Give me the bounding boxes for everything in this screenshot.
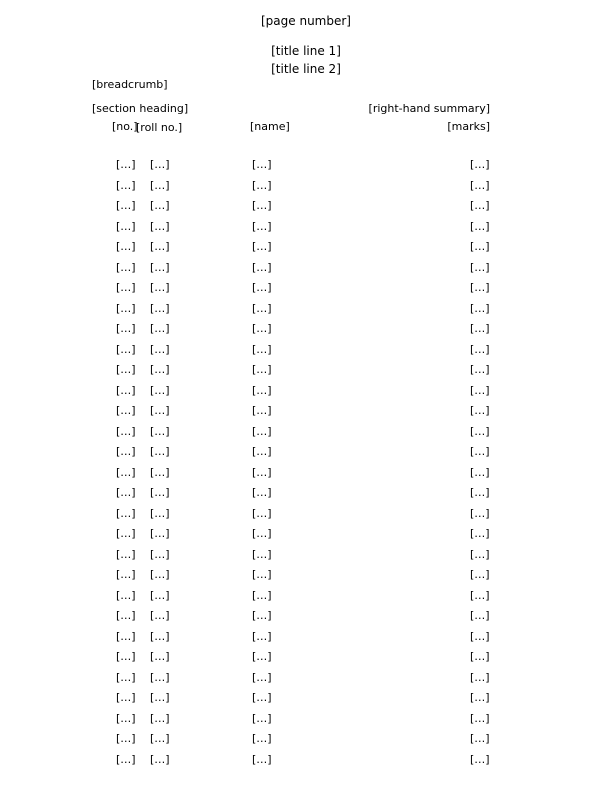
roll-number: […] — [150, 506, 170, 520]
roll-number: […] — [150, 670, 170, 684]
row-number: […] — [116, 506, 136, 520]
column-header-marks: [marks] — [447, 120, 490, 133]
marks-value: […] — [470, 404, 490, 417]
marks-value: […] — [470, 322, 490, 335]
marks-value: […] — [470, 486, 490, 499]
marks-value: […] — [470, 609, 490, 622]
candidate-name: […] — [252, 691, 272, 704]
row-number: […] — [116, 383, 136, 397]
column-header-number: [no.] — [112, 120, 138, 133]
document-subtitle: [title line 2] — [271, 62, 341, 76]
candidate-name: […] — [252, 219, 272, 233]
marks-value: […] — [470, 629, 490, 643]
marks-value: […] — [470, 240, 490, 253]
table-row — [0, 527, 612, 548]
marks-value: […] — [470, 691, 490, 704]
table-row — [0, 609, 612, 630]
row-number: […] — [116, 732, 136, 745]
candidate-name: […] — [252, 732, 272, 745]
row-number: […] — [116, 199, 136, 212]
marks-value: […] — [470, 732, 490, 745]
row-number: […] — [116, 281, 136, 294]
candidate-name: […] — [252, 752, 272, 766]
roll-number: […] — [150, 691, 170, 704]
table-row — [0, 261, 612, 282]
table-row — [0, 445, 612, 466]
table-row — [0, 650, 612, 671]
row-number: […] — [116, 240, 136, 253]
breadcrumb: [breadcrumb] — [92, 78, 168, 91]
roll-number: […] — [150, 465, 170, 479]
candidate-name: […] — [252, 588, 272, 602]
candidate-name: […] — [252, 158, 272, 171]
table-row — [0, 671, 612, 692]
candidate-name: […] — [252, 199, 272, 212]
marks-value: […] — [470, 568, 490, 581]
table-row — [0, 343, 612, 364]
candidate-name: […] — [252, 465, 272, 479]
table-row — [0, 281, 612, 302]
marks-value: […] — [470, 178, 490, 192]
row-number: […] — [116, 650, 136, 663]
roll-number: […] — [150, 281, 170, 294]
table-row — [0, 158, 612, 179]
marks-value: […] — [470, 527, 490, 540]
marks-value: […] — [470, 199, 490, 212]
candidate-name: […] — [252, 404, 272, 417]
table-row — [0, 425, 612, 446]
candidate-name: […] — [252, 240, 272, 253]
roll-number: […] — [150, 363, 170, 376]
roll-number: […] — [150, 732, 170, 745]
row-number: […] — [116, 609, 136, 622]
row-number: […] — [116, 588, 136, 602]
row-number: […] — [116, 547, 136, 561]
table-row — [0, 199, 612, 220]
candidate-name: […] — [252, 547, 272, 561]
section-heading: [section heading] — [92, 102, 189, 115]
candidate-name: […] — [252, 424, 272, 438]
row-number: […] — [116, 178, 136, 192]
marks-value: […] — [470, 588, 490, 602]
marks-value: […] — [470, 424, 490, 438]
document-title: [title line 1] — [271, 44, 341, 58]
table-row — [0, 240, 612, 261]
row-number: […] — [116, 158, 136, 171]
marks-value: […] — [470, 383, 490, 397]
candidate-name: […] — [252, 650, 272, 663]
row-number: […] — [116, 711, 136, 725]
row-number: […] — [116, 465, 136, 479]
roll-number: […] — [150, 424, 170, 438]
row-number: […] — [116, 424, 136, 438]
table-row — [0, 302, 612, 323]
table-row — [0, 691, 612, 712]
roll-number: […] — [150, 527, 170, 540]
page-number: [page number] — [261, 14, 351, 28]
table-row — [0, 753, 612, 774]
row-number: […] — [116, 691, 136, 704]
row-number: […] — [116, 363, 136, 376]
candidate-name: […] — [252, 711, 272, 725]
column-header-roll-number: [roll no.] — [136, 121, 183, 134]
row-number: […] — [116, 260, 136, 274]
roll-number: […] — [150, 158, 170, 171]
marks-value: […] — [470, 301, 490, 315]
roll-number: […] — [150, 240, 170, 253]
table-row — [0, 384, 612, 405]
table-row — [0, 507, 612, 528]
marks-value: […] — [470, 281, 490, 294]
row-number: […] — [116, 404, 136, 417]
roll-number: […] — [150, 178, 170, 192]
row-number: […] — [116, 445, 136, 458]
roll-number: […] — [150, 629, 170, 643]
marks-value: […] — [470, 650, 490, 663]
results-table-body — [0, 158, 612, 773]
roll-number: […] — [150, 342, 170, 356]
table-row — [0, 568, 612, 589]
candidate-name: […] — [252, 383, 272, 397]
roll-number: […] — [150, 650, 170, 663]
marks-value: […] — [470, 342, 490, 356]
candidate-name: […] — [252, 506, 272, 520]
row-number: […] — [116, 752, 136, 766]
row-number: […] — [116, 219, 136, 233]
row-number: […] — [116, 342, 136, 356]
marks-value: […] — [470, 547, 490, 561]
table-row — [0, 363, 612, 384]
table-row — [0, 630, 612, 651]
candidate-name: […] — [252, 670, 272, 684]
candidate-name: […] — [252, 486, 272, 499]
table-row — [0, 404, 612, 425]
row-number: […] — [116, 486, 136, 499]
table-row — [0, 732, 612, 753]
row-number: […] — [116, 568, 136, 581]
marks-value: […] — [470, 506, 490, 520]
table-row — [0, 486, 612, 507]
table-row — [0, 322, 612, 343]
roll-number: […] — [150, 752, 170, 766]
candidate-name: […] — [252, 363, 272, 376]
roll-number: […] — [150, 219, 170, 233]
marks-value: […] — [470, 445, 490, 458]
roll-number: […] — [150, 486, 170, 499]
marks-value: […] — [470, 260, 490, 274]
table-row — [0, 220, 612, 241]
row-number: […] — [116, 629, 136, 643]
roll-number: […] — [150, 609, 170, 622]
table-row — [0, 589, 612, 610]
candidate-name: […] — [252, 260, 272, 274]
roll-number: […] — [150, 568, 170, 581]
exam-summary: [right-hand summary] — [368, 102, 490, 115]
roll-number: […] — [150, 711, 170, 725]
table-row — [0, 466, 612, 487]
marks-value: […] — [470, 711, 490, 725]
roll-number: […] — [150, 588, 170, 602]
candidate-name: […] — [252, 568, 272, 581]
candidate-name: […] — [252, 445, 272, 458]
roll-number: […] — [150, 445, 170, 458]
table-row — [0, 712, 612, 733]
marks-value: […] — [470, 670, 490, 684]
table-row — [0, 548, 612, 569]
roll-number: […] — [150, 199, 170, 212]
roll-number: […] — [150, 383, 170, 397]
candidate-name: […] — [252, 301, 272, 315]
roll-number: […] — [150, 260, 170, 274]
marks-value: […] — [470, 752, 490, 766]
roll-number: […] — [150, 301, 170, 315]
candidate-name: […] — [252, 527, 272, 540]
marks-value: […] — [470, 158, 490, 171]
candidate-name: […] — [252, 609, 272, 622]
candidate-name: […] — [252, 322, 272, 335]
marks-value: […] — [470, 363, 490, 376]
row-number: […] — [116, 301, 136, 315]
marks-value: […] — [470, 219, 490, 233]
candidate-name: […] — [252, 281, 272, 294]
row-number: […] — [116, 670, 136, 684]
table-row — [0, 179, 612, 200]
column-header-name: [name] — [250, 120, 290, 133]
roll-number: […] — [150, 547, 170, 561]
roll-number: […] — [150, 404, 170, 417]
candidate-name: […] — [252, 342, 272, 356]
candidate-name: […] — [252, 178, 272, 192]
candidate-name: […] — [252, 629, 272, 643]
row-number: […] — [116, 527, 136, 540]
roll-number: […] — [150, 322, 170, 335]
row-number: […] — [116, 322, 136, 335]
marks-value: […] — [470, 465, 490, 479]
